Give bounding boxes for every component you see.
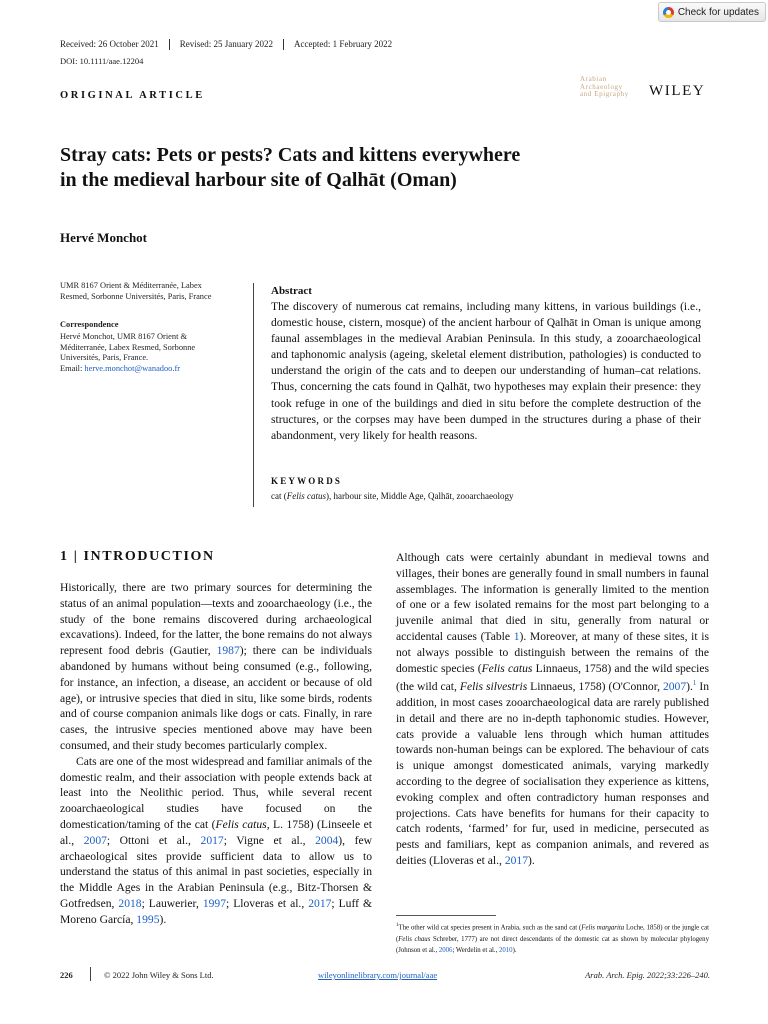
citation-link[interactable]: 2017 (200, 833, 224, 847)
email-link[interactable]: herve.monchot@wanadoo.fr (84, 363, 181, 373)
text: In addition, in most cases zooarchaeological data are rarely published in detail and there are no in‐depth taphonomic studies. However, cats provide a valuable lens through which human attitudes towards non‐human beings can be explored. The behaviour of cats is unique amongst domesticated animals, varying markedly according to the degree of socialisation they experience as kittens, evoking complex and often contradictory human responses and projections. Cats have benefits for humans for their capacity to catch rodents, ‘farmed’ for fur, used in medicine, persecuted as pests and familiars, kept as companion animals, and revered as deities (Lloveras et al., (396, 680, 709, 867)
revised-date: Revised: 25 January 2022 (169, 39, 283, 50)
journal-logo-line: Archaeology (580, 82, 623, 91)
table-link[interactable]: 1 (513, 629, 520, 643)
text: ). (512, 947, 517, 955)
article-type: ORIGINAL ARTICLE (60, 90, 205, 101)
citation-link[interactable]: 2018 (118, 896, 142, 910)
footnote-number: 1 (396, 923, 399, 928)
check-updates-icon (663, 7, 674, 18)
text: ). (686, 680, 693, 694)
text: ; Vigne et al., (223, 833, 316, 847)
publisher-logo: WILEY (649, 83, 706, 99)
paragraph (396, 550, 709, 869)
abstract-text: The discovery of numerous cat remains, including many kittens, in various buildings (i.e., domestic house, cistern, mosque) of the ancient harbour of Qalhāt in Oman is unique among faunal assemblages in the medieval Arabian Peninsula. In this study, a zooarchaeological and taphonomic analysis (ageing, skeletal element distribution, pathologies) is conducted to understand the origin of the cats and to deepen our understanding of human–cat relations. Thus, concerning the cats found in Qalhāt, two hypotheses may explain their presence: they took refuge in one of the buildings and died in situ before the complete destruction of the structures, or the corpses may have been dumped in the structures during a phase of their abandonment, very likely for health reasons. (271, 300, 701, 442)
email-label: Email: (60, 363, 83, 373)
journal-url-link[interactable]: wileyonlinelibrary.com/journal/aae (318, 970, 438, 980)
journal-logo-line: and Epigraphy (580, 90, 629, 98)
paragraph (60, 754, 372, 928)
check-updates-label: Check for updates (677, 6, 759, 18)
text: Cats are one of the most widespread and familiar animals of the domestic realm, and their association with people extends back at least into the Neolithic period. Thus, while several recent zooarchaeological studies have focused on the domestication/taming of the cat ( (60, 754, 372, 831)
correspondence-details (60, 332, 240, 374)
correspondence-line: Hervé Monchot, UMR 8167 Orient & (60, 332, 188, 341)
affiliation (60, 281, 240, 302)
abstract-divider (253, 283, 254, 507)
text: Linnaeus, 1758) and the wild species (the wild cat, (396, 661, 709, 694)
received-date: Received: 26 October 2021 (60, 39, 159, 49)
journal-citation: Arab. Arch. Epig. 2022;33:226–240. (585, 970, 710, 980)
footnote-marker[interactable]: 1 (692, 679, 697, 688)
introduction-heading: 1 | INTRODUCTION (60, 549, 215, 564)
affiliation-line: Resmed, Sorbonne Universités, Paris, France (60, 291, 212, 301)
keywords-italic: Felis catus (286, 491, 326, 501)
keywords-text: ), harbour site, Middle Age, Qalhāt, zooarchaeology (326, 491, 514, 501)
text: ). Moreover, at many of these sites, it is not always possible to distinguish between the remains of the domestic species ( (396, 629, 709, 675)
citation-link[interactable]: 2017 (504, 854, 528, 867)
citation-link[interactable]: 2006 (438, 947, 453, 955)
affiliation-line: UMR 8167 Orient & Méditerranée, Labex (60, 281, 202, 290)
keywords-text: cat ( (271, 491, 287, 501)
text: ; Werdelin et al., (452, 947, 499, 955)
species-name: Felis margarita (581, 924, 625, 932)
species-name: Felis catus (481, 661, 533, 675)
abstract-heading: Abstract (271, 285, 312, 297)
title-line: Stray cats: Pets or pests? Cats and kittens everywhere (60, 144, 521, 166)
accepted-date: Accepted: 1 February 2022 (283, 39, 402, 50)
text: ). (528, 854, 535, 867)
footer-divider (90, 967, 91, 981)
footnote (396, 920, 709, 957)
correspondence-heading: Correspondence (60, 320, 119, 329)
citation-link[interactable]: 2004 (315, 833, 339, 847)
species-name: Felis silvestris (459, 680, 528, 694)
footnote-divider (396, 915, 496, 916)
copyright: © 2022 John Wiley & Sons Ltd. (104, 970, 214, 980)
citation-link[interactable]: 1997 (202, 896, 226, 910)
author-name: Hervé Monchot (60, 230, 148, 245)
page-number: 226 (60, 970, 73, 980)
citation-link[interactable]: 1987 (216, 644, 240, 658)
article-title (60, 143, 660, 193)
species-name: Felis chaus (398, 935, 431, 943)
title-line: in the medieval harbour site of Qalhāt (Oman) (60, 169, 457, 191)
text: ; Lauwerier, (141, 896, 203, 910)
citation-link[interactable]: 2017 (308, 896, 332, 910)
text: ); there can be individuals abandoned by humans without being consumed (e.g., following, for instance, an infection, a disease, an accident or because of old age), or intrusive species that died in situ, like some birds, rodents and of course companion animals like dogs or cats. Finally, in rare cases, the intrusive species mentioned above may have been consumed, and their study becomes particularly complex. (60, 644, 372, 752)
article-dates (60, 39, 402, 50)
correspondence-line: Méditerranée, Labex Resmed, Sorbonne (60, 342, 196, 352)
species-name: Felis catus (215, 817, 267, 831)
text: Although cats were certainly abundant in medieval towns and villages, their bones are generally found in small numbers in faunal assemblages. The information is generally limited to the mention of one or a few isolated remains for the most part belonging to a juvenile animal that died in situ, generally from natural or accidental causes (Table (396, 551, 709, 643)
doi: DOI: 10.1111/aae.12204 (60, 56, 144, 66)
text: , L. 1758) (Linseele et al., (60, 817, 372, 847)
citation-link[interactable]: 1995 (136, 912, 160, 926)
check-for-updates-button[interactable] (658, 2, 766, 22)
text: The other wild cat species present in Arabia, such as the sand cat ( (398, 924, 582, 932)
text: Schreber, 1777) are not direct descendants of the domestic cat as shown by molecular phylogeny (Johnson et al., (396, 935, 709, 955)
journal-logo-line: Arabian (580, 75, 607, 83)
text: Loche, 1858) or the jungle cat ( (396, 924, 709, 943)
text: ). (159, 912, 167, 926)
keywords-list (271, 491, 513, 501)
citation-link[interactable]: 2007 (83, 833, 107, 847)
journal-logo (580, 76, 629, 99)
text: Linnaeus, 1758) (O'Connor, (527, 680, 663, 694)
text: ; Ottoni et al., (106, 833, 201, 847)
text: ; Lloveras et al., (226, 896, 309, 910)
body-column-right (396, 550, 709, 869)
text: ), few archaeological sites provide sufficient data to allow us to understand the status of this animal in past societies, especially in the Middle Ages in the Arabian Peninsula (e.g., Bitz‐Thorsen & Gotfredsen, (60, 833, 372, 910)
text: ; Luff & Moreno García, (60, 896, 372, 926)
keywords-heading: KEYWORDS (271, 476, 343, 486)
citation-link[interactable]: 2007 (662, 680, 687, 694)
paragraph (60, 580, 372, 754)
text: Historically, there are two primary sources for determining the status of an animal population—texts and zooarchaeology (i.e., the study of the bone remains discovered during archaeological excavations). Indeed, for the latter, the bone remains do not always represent food debris (Gautier, (60, 581, 372, 658)
body-column-left (60, 580, 372, 928)
citation-link[interactable]: 2010 (498, 947, 513, 955)
correspondence-line: Universités, Paris, France. (60, 353, 149, 363)
email-line (60, 364, 240, 375)
